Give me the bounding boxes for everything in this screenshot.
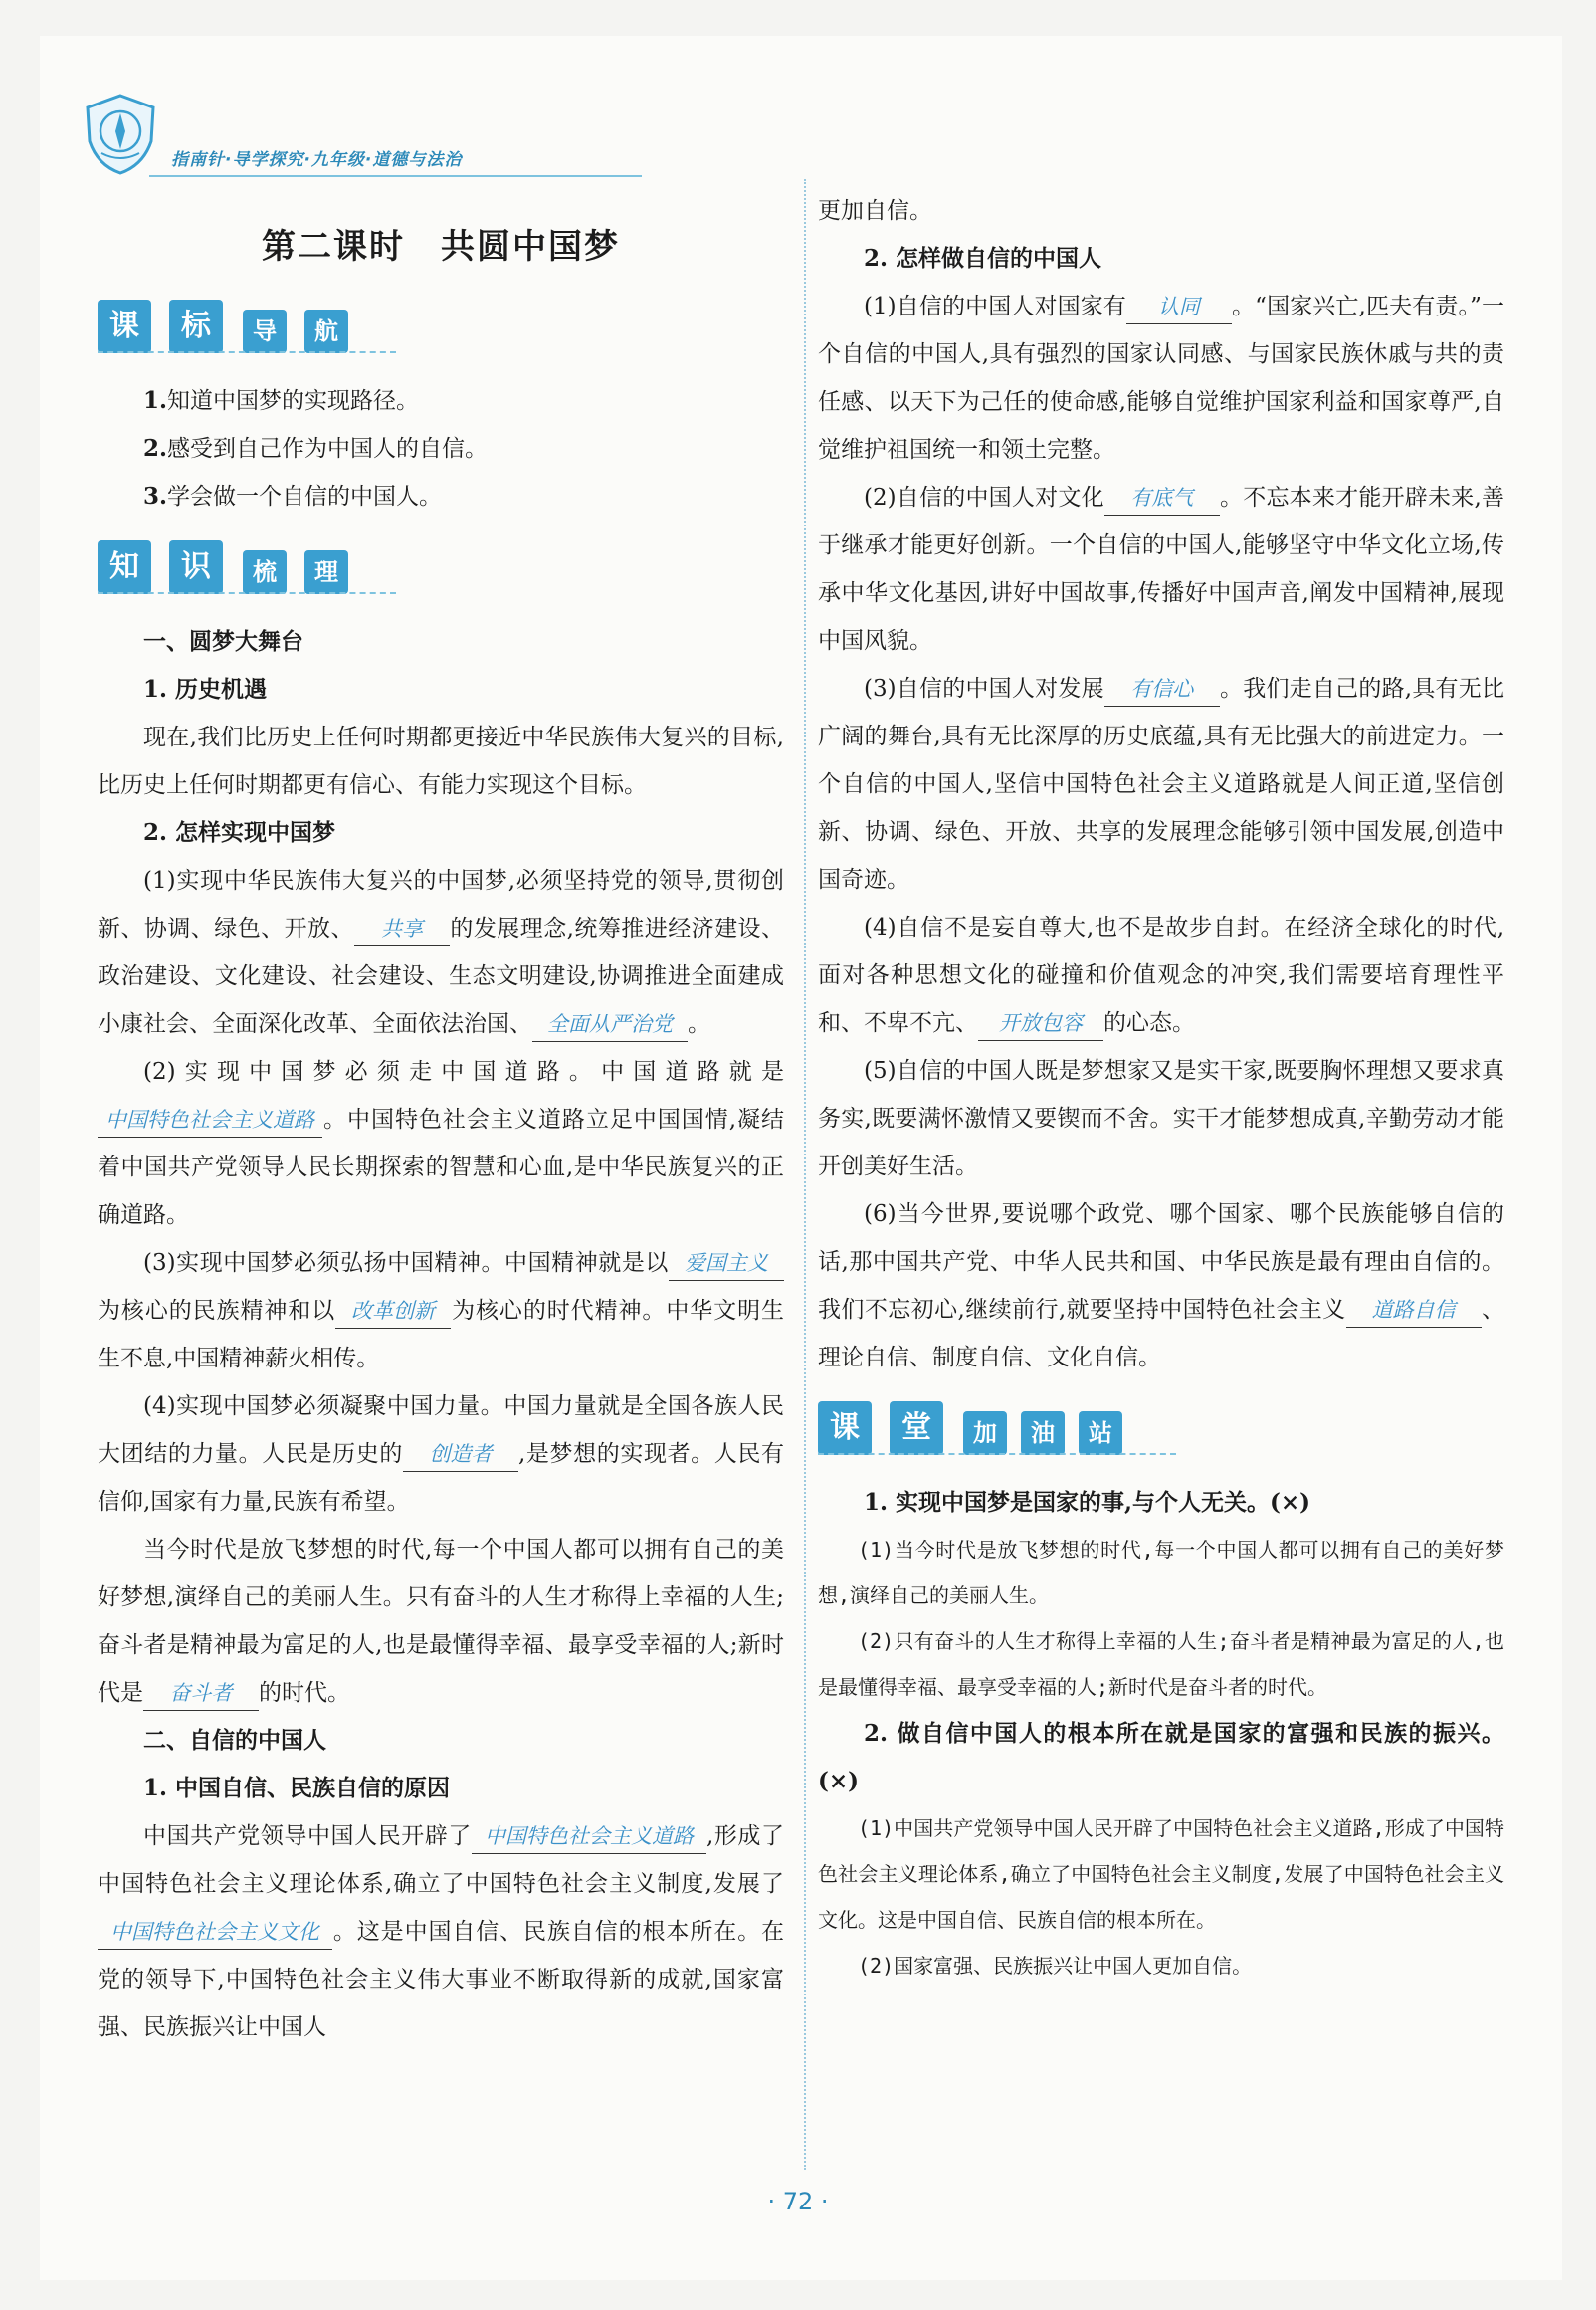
paragraph: (2)实现中国梦必须走中国道路。中国道路就是中国特色社会主义道路 。中国特色社会主义道路立足中国国情,凝结着中国共产党领导人民长期探索的智慧和心血,是中华民族复兴的正确道路。	[98, 1059, 784, 1228]
paragraph: 中国共产党领导中国人民开辟了 中国特色社会主义道路 ,形成了中国特色社会主义理论体系,确立了中国特色社会主义制度,发展了中国特色社会主义文化 。这是中国自信、民族自信的根本所在。在党的领导下,中国特色社会主义伟大事业不断取得新的成就,国家富强、民族振兴让中国人	[98, 1812, 784, 2051]
answer-blank[interactable]: 有底气	[1104, 481, 1220, 516]
paragraph: 现在,我们比历史上任何时期都更接近中华民族伟大复兴的目标,比历史上任何时期都更有信心、有能力实现这个目标。	[98, 725, 784, 798]
subsection-heading: 2. 怎样实现中国梦	[143, 819, 336, 846]
answer-blank[interactable]: 中国特色社会主义文化	[98, 1915, 332, 1950]
banner-goals	[98, 296, 784, 357]
banner-knowledge	[98, 536, 784, 598]
banner-practice	[818, 1397, 1504, 1459]
question-1: 1. 实现中国梦是国家的事,与个人无关。(×)	[864, 1489, 1311, 1516]
left-column	[98, 179, 784, 2051]
banner-char: 堂	[890, 1401, 943, 1455]
banner-rule	[98, 592, 396, 594]
answer-blank[interactable]: 有信心	[1104, 672, 1220, 707]
paragraph-continued: 更加自信。	[818, 198, 932, 224]
answer-blank[interactable]: 创造者	[403, 1437, 518, 1472]
goal-item: 2.感受到自己作为中国人的自信。	[143, 435, 489, 462]
goal-item: 3.学会做一个自信的中国人。	[143, 483, 443, 510]
answer-blank[interactable]: 开放包容	[978, 1006, 1103, 1041]
banner-char: 识	[169, 540, 223, 594]
answer-blank[interactable]: 改革创新	[335, 1294, 451, 1329]
answer-blank[interactable]: 奋斗者	[143, 1676, 259, 1711]
subsection-heading: 1. 中国自信、民族自信的原因	[143, 1775, 451, 1801]
goal-item: 1.知道中国梦的实现路径。	[143, 387, 420, 414]
answer-1-2: (2)只有奋斗的人生才称得上幸福的人生;奋斗者是精神最为富足的人,也是最懂得幸福、最享受幸福的人;新时代是奋斗者的时代。	[818, 1629, 1504, 1699]
paragraph: (1)实现中华民族伟大复兴的中国梦,必须坚持党的领导,贯彻创新、协调、绿色、开放、 共享 的发展理念,统筹推进经济建设、政治建设、文化建设、社会建设、生态文明建设,协调推进全面建成小康社会、全面深化改革、全面依法治国、 全面从严治党 。	[98, 857, 784, 1048]
lesson-title: 第二课时 共圆中国梦	[262, 227, 620, 267]
banner-char: 课	[818, 1401, 872, 1455]
banner-char: 课	[98, 300, 151, 353]
paragraph: (4)实现中国梦必须凝聚中国力量。中国力量就是全国各族人民大团结的力量。人民是历史的 创造者 ,是梦想的实现者。人民有信仰,国家有力量,民族有希望。	[98, 1393, 785, 1515]
banner-char: 理	[304, 550, 348, 594]
answer-blank[interactable]: 认同	[1126, 290, 1232, 324]
banner-char: 油	[1021, 1411, 1065, 1455]
subsection-heading: 2. 怎样做自信的中国人	[864, 245, 1102, 272]
page-number: · 72 ·	[767, 2188, 829, 2215]
answer-2-1: (1)中国共产党领导中国人民开辟了中国特色社会主义道路,形成了中国特色社会主义理论体系,确立了中国特色社会主义制度,发展了中国特色社会主义文化。这是中国自信、民族自信的根本所在。	[818, 1816, 1504, 1932]
paragraph: (3)实现中国梦必须弘扬中国精神。中国精神就是以 爱国主义为核心的民族精神和以 改革创新 为核心的时代精神。中华文明生生不息,中国精神薪火相传。	[98, 1239, 784, 1382]
answer-blank[interactable]: 全面从严治党	[532, 1007, 688, 1042]
paragraph: (5)自信的中国人既是梦想家又是实干家,既要胸怀理想又要求真务实,既要满怀激情又要锲而不舍。实干才能梦想成真,辛勤劳动才能开创美好生活。	[818, 1058, 1504, 1179]
banner-char: 梳	[243, 550, 287, 594]
banner-char: 导	[243, 310, 287, 353]
banner-char: 加	[963, 1411, 1007, 1455]
subsection-heading: 1. 历史机遇	[143, 676, 268, 703]
paragraph: (6)当今世界,要说哪个政党、哪个国家、哪个民族能够自信的话,那中国共产党、中华人民共和国、中华民族是最有理由自信的。我们不忘初心,继续前行,就要坚持中国特色社会主义 道路自信 、理论自信、制度自信、文化自信。	[818, 1201, 1505, 1370]
answer-blank[interactable]: 中国特色社会主义道路	[472, 1819, 706, 1854]
compass-shield-logo	[82, 92, 159, 177]
section-heading: 一、圆梦大舞台	[143, 628, 303, 655]
paragraph: (2)自信的中国人对文化 有底气 。不忘本来才能开辟未来,善于继承才能更好创新。一个自信的中国人,能够坚守中华文化立场,传承中华文化基因,讲好中国故事,传播好中国声音,阐发中国精神,展现中国风貌。	[818, 474, 1504, 665]
section-heading: 二、自信的中国人	[143, 1727, 326, 1754]
answer-blank[interactable]: 中国特色社会主义道路	[98, 1103, 322, 1138]
column-divider	[804, 179, 806, 2170]
answer-2-2: (2)国家富强、民族振兴让中国人更加自信。	[858, 1954, 1253, 1978]
paragraph: 当今时代是放飞梦想的时代,每一个中国人都可以拥有自己的美好梦想,演绎自己的美丽人生。只有奋斗的人生才称得上幸福的人生;奋斗者是精神最为富足的人,也是最懂得幸福、最享受幸福的人;新时代是 奋斗者 的时代。	[98, 1526, 784, 1717]
answer-1-1: (1)当今时代是放飞梦想的时代,每一个中国人都可以拥有自己的美好梦想,演绎自己的美丽人生。	[818, 1538, 1504, 1607]
banner-char: 知	[98, 540, 151, 594]
header-rule	[149, 175, 642, 177]
series-title: 指南针·导学探究·九年级·道德与法治	[171, 150, 463, 170]
banner-char: 航	[304, 310, 348, 353]
paragraph: (4)自信不是妄自尊大,也不是故步自封。在经济全球化的时代,面对各种思想文化的碰撞和价值观念的冲突,我们需要培育理性平和、不卑不亢、 开放包容 的心态。	[818, 904, 1504, 1047]
banner-char: 站	[1079, 1411, 1122, 1455]
answer-blank[interactable]: 共享	[354, 912, 450, 946]
right-column	[818, 179, 1504, 1989]
banner-char: 标	[169, 300, 223, 353]
banner-rule	[818, 1453, 1176, 1455]
paragraph: (1)自信的中国人对国家有 认同 。“国家兴亡,匹夫有责。”一个自信的中国人,具有强烈的国家认同感、与国家民族休戚与共的责任感、以天下为己任的使命感,能够自觉维护国家利益和国家尊严,自觉维护祖国统一和领土完整。	[818, 283, 1504, 474]
question-2: 2. 做自信中国人的根本所在就是国家的富强和民族的振兴。(×)	[818, 1720, 1504, 1794]
answer-blank[interactable]: 道路自信	[1346, 1293, 1482, 1328]
banner-rule	[98, 351, 396, 353]
answer-blank[interactable]: 爱国主义	[669, 1246, 784, 1281]
paragraph: (3)自信的中国人对发展 有信心 。我们走自己的路,具有无比广阔的舞台,具有无比深厚的历史底蕴,具有无比强大的前进定力。一个自信的中国人,坚信中国特色社会主义道路就是人间正道,坚信创新、协调、绿色、开放、共享的发展理念能够引领中国发展,创造中国奇迹。	[818, 665, 1504, 904]
